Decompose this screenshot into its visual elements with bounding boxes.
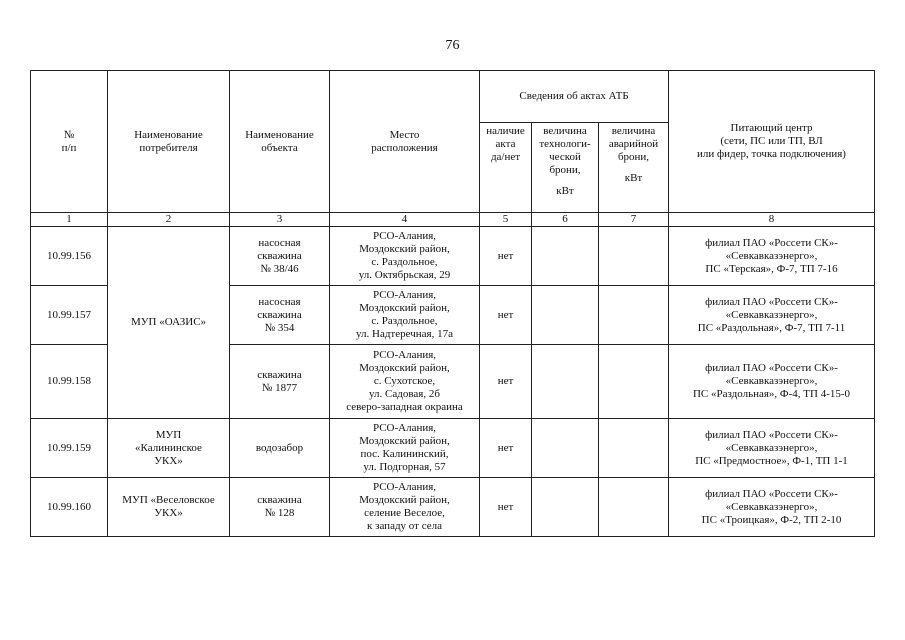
table-row — [31, 227, 875, 286]
tech-reserve — [532, 419, 599, 478]
header-consumer: Наименование потребителя — [108, 71, 230, 213]
object-name: насосная скважина № 38/46 — [230, 227, 330, 286]
act-presence: нет — [480, 478, 532, 537]
header-object: Наименование объекта — [230, 71, 330, 213]
location: РСО-Алания, Моздокский район, с. Раздольное, ул. Октябрьская, 29 — [330, 227, 480, 286]
page-number: 76 — [445, 38, 460, 53]
emergency-reserve — [599, 286, 669, 345]
column-number: 4 — [330, 213, 480, 227]
location: РСО-Алания, Моздокский район, пос. Калининский, ул. Подгорная, 57 — [330, 419, 480, 478]
header-supply-center: Питающий центр (сети, ПС или ТП, ВЛ или фидер, точка подключения) — [669, 71, 875, 213]
object-name: скважина № 1877 — [230, 345, 330, 419]
consumers-table — [30, 70, 875, 537]
act-presence: нет — [480, 227, 532, 286]
object-name: водозабор — [230, 419, 330, 478]
emergency-reserve — [599, 478, 669, 537]
object-name: насосная скважина № 354 — [230, 286, 330, 345]
row-num: 10.99.158 — [31, 345, 108, 419]
supply-center: филиал ПАО «Россети СК»- «Севкавказэнерго», ПС «Предмостное», Ф-1, ТП 1-1 — [669, 419, 875, 478]
header-location: Место расположения — [330, 71, 480, 213]
object-name: скважина № 128 — [230, 478, 330, 537]
tech-reserve — [532, 345, 599, 419]
consumer-name: МУП «Веселовское УКХ» — [108, 478, 230, 537]
column-numbers-row — [31, 213, 875, 227]
location: РСО-Алания, Моздокский район, с. Сухотское, ул. Садовая, 2б северо-западная окраина — [330, 345, 480, 419]
row-num: 10.99.156 — [31, 227, 108, 286]
tech-reserve — [532, 227, 599, 286]
emergency-reserve — [599, 419, 669, 478]
act-presence: нет — [480, 345, 532, 419]
supply-center: филиал ПАО «Россети СК»- «Севкавказэнерго», ПС «Раздольная», Ф-4, ТП 4-15-0 — [669, 345, 875, 419]
consumer-name-merged: МУП «ОАЗИС» — [108, 227, 230, 419]
supply-center: филиал ПАО «Россети СК»- «Севкавказэнерго», ПС «Троицкая», Ф-2, ТП 2-10 — [669, 478, 875, 537]
column-number: 2 — [108, 213, 230, 227]
column-number: 7 — [599, 213, 669, 227]
column-number: 3 — [230, 213, 330, 227]
header-num: № п/п — [31, 71, 108, 213]
column-number: 5 — [480, 213, 532, 227]
location: РСО-Алания, Моздокский район, селение Веселое, к западу от села — [330, 478, 480, 537]
header-emergency-reserve: величина аварийной брони, кВт — [599, 123, 669, 213]
header-act-presence: наличие акта да/нет — [480, 123, 532, 213]
row-num: 10.99.157 — [31, 286, 108, 345]
table-row — [31, 478, 875, 537]
column-number: 8 — [669, 213, 875, 227]
location: РСО-Алания, Моздокский район, с. Раздольное, ул. Надтеречная, 17а — [330, 286, 480, 345]
supply-center: филиал ПАО «Россети СК»- «Севкавказэнерго», ПС «Раздольная», Ф-7, ТП 7-11 — [669, 286, 875, 345]
act-presence: нет — [480, 286, 532, 345]
header-tech-reserve: величина технологи- ческой брони, кВт — [532, 123, 599, 213]
emergency-reserve — [599, 227, 669, 286]
column-number: 1 — [31, 213, 108, 227]
tech-reserve — [532, 286, 599, 345]
supply-center: филиал ПАО «Россети СК»- «Севкавказэнерго», ПС «Терская», Ф-7, ТП 7-16 — [669, 227, 875, 286]
header-atb-group: Сведения об актах АТБ — [480, 71, 669, 123]
column-number: 6 — [532, 213, 599, 227]
tech-reserve — [532, 478, 599, 537]
consumer-name: МУП «Калининское УКХ» — [108, 419, 230, 478]
row-num: 10.99.159 — [31, 419, 108, 478]
table-row — [31, 419, 875, 478]
act-presence: нет — [480, 419, 532, 478]
row-num: 10.99.160 — [31, 478, 108, 537]
emergency-reserve — [599, 345, 669, 419]
